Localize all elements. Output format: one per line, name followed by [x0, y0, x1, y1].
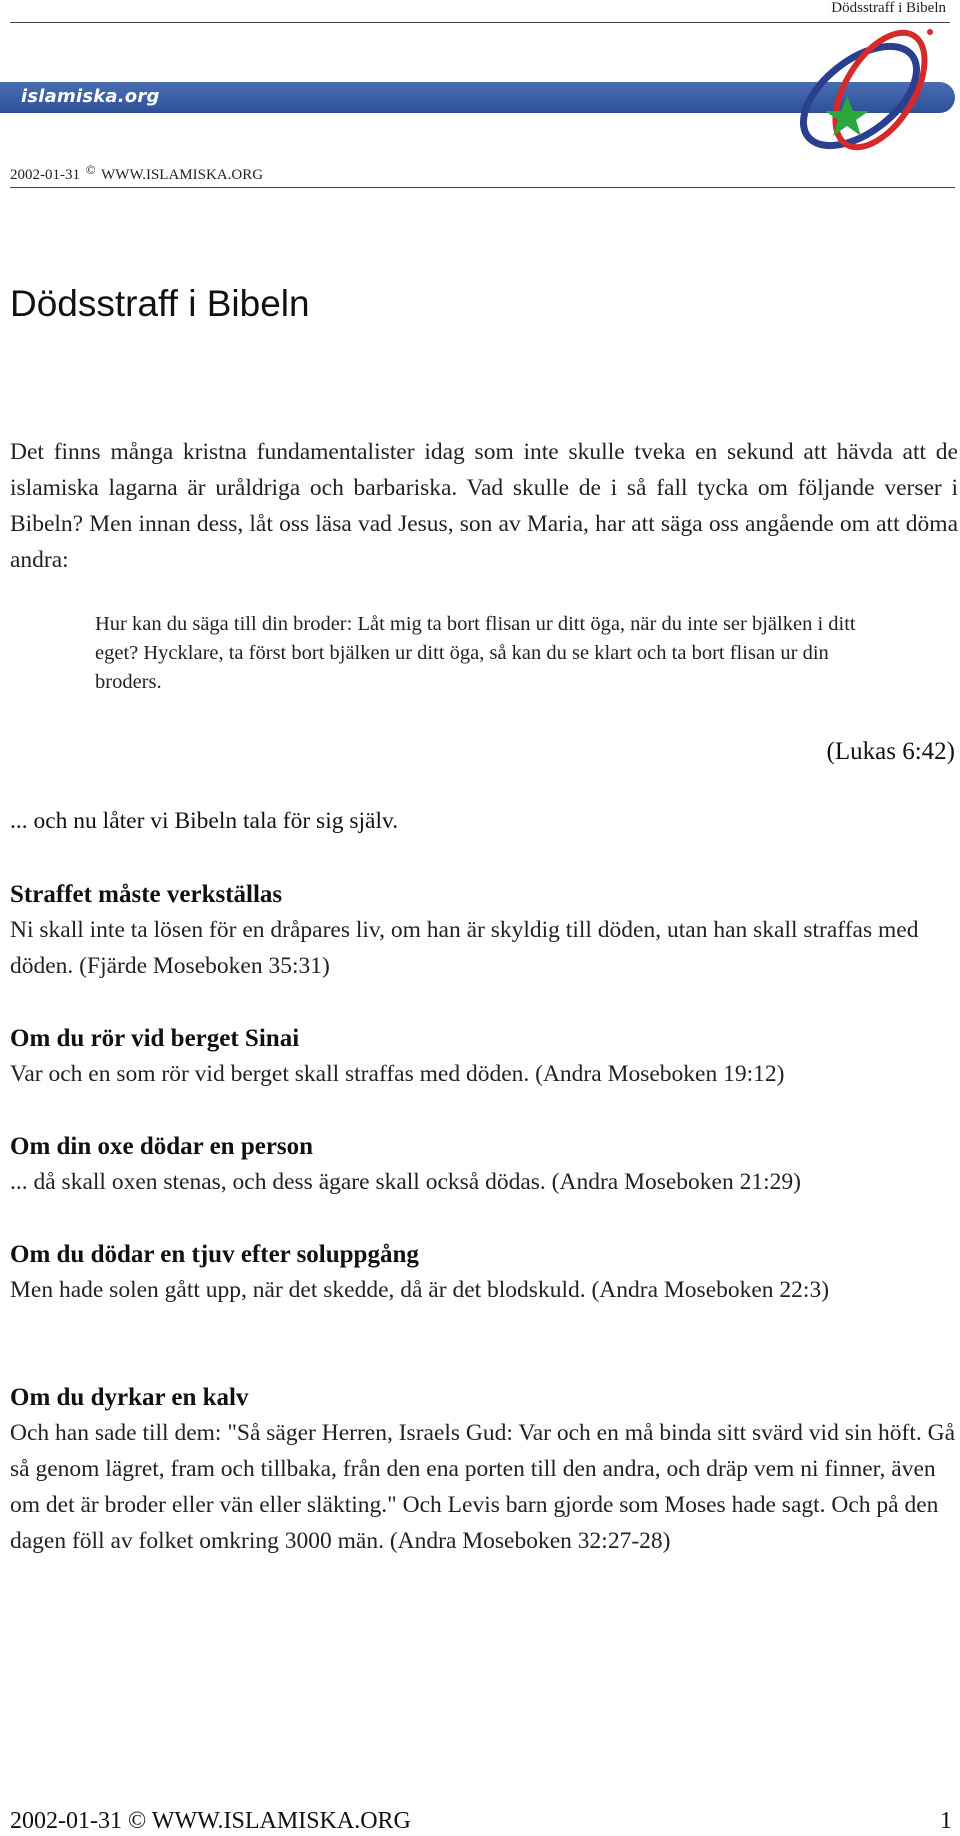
transition-line: ... och nu låter vi Bibeln tala för sig själv. [10, 808, 399, 834]
page-number: 1 [940, 1808, 952, 1834]
intro-paragraph: Det finns många kristna fundamentalister idag som inte skulle tveka en sekund att hävda att de islamiska lagarna är uråldriga och barbariska. Vad skulle de i så fall tycka om följande verser i Bibeln? Men innan dess, låt oss läsa vad Jesus, son av Maria, har att säga oss angående om att döma andra: [10, 439, 958, 573]
banner-label: islamiska.org [21, 86, 160, 107]
running-title: Dödsstraff i Bibeln [831, 0, 946, 16]
section-heading: Om du rör vid berget Sinai [10, 1025, 300, 1052]
section-kalv [10, 1381, 955, 1559]
page-title: Dödsstraff i Bibeln [10, 283, 310, 324]
section-text: Men hade solen gått upp, när det skedde, då är det blodskuld. (Andra Moseboken 22:3) [10, 1277, 830, 1303]
header-date: 2002-01-31 [10, 167, 80, 183]
section-heading: Straffet måste verkställas [10, 881, 283, 908]
section-text: Ni skall inte ta lösen för en dråpares liv, om han är skyldig till döden, utan han skall straffas med döden. (Fjärde Moseboken 35:31) [10, 917, 919, 979]
logo-blue-ring [786, 27, 934, 164]
footer-copyright: 2002-01-31 © WWW.ISLAMISKA.ORG [10, 1808, 411, 1834]
section-text: Var och en som rör vid berget skall straffas med döden. (Andra Moseboken 19:12) [10, 1061, 785, 1087]
logo-dot [927, 29, 933, 35]
section-text: Och han sade till dem: "Så säger Herren, Israels Gud: Var och en må binda sitt svärd vid sin höft. Gå så genom lägret, fram och tillbaka, från den ena porten till den andra, och dräp vem ni finner, även om det är broder eller vän eller släkting." Och Levis barn gjorde som Moses hade sagt. Och på den dagen föll av folket omkring 3000 män. (Andra Moseboken 32:27-28) [10, 1420, 956, 1554]
section-heading: Om din oxe dödar en person [10, 1133, 314, 1160]
section-heading: Om du dyrkar en kalv [10, 1384, 249, 1411]
logo-star-icon [825, 96, 869, 136]
copyright-icon: © [85, 162, 96, 177]
section-text: ... då skall oxen stenas, och dess ägare skall också dödas. (Andra Moseboken 21:29) [10, 1169, 801, 1195]
header-date-line [10, 162, 264, 184]
islamiska-logo [782, 24, 958, 164]
header-divider [10, 187, 955, 188]
bible-quote: Hur kan du säga till din broder: Låt mig ta bort flisan ur ditt öga, när du inte ser bjälken i ditt eget? Hycklare, ta först bort bjälken ur ditt öga, så kan du se klart och ta bort flisan ur din broders. [95, 613, 856, 693]
section-oxe [10, 1130, 955, 1200]
section-straffet [10, 878, 955, 984]
quote-reference: (Lukas 6:42) [826, 738, 955, 765]
section-sinai [10, 1022, 955, 1092]
section-tjuv [10, 1238, 955, 1308]
top-divider [10, 22, 950, 23]
header-site: WWW.ISLAMISKA.ORG [101, 167, 264, 183]
section-heading: Om du dödar en tjuv efter soluppgång [10, 1241, 419, 1268]
